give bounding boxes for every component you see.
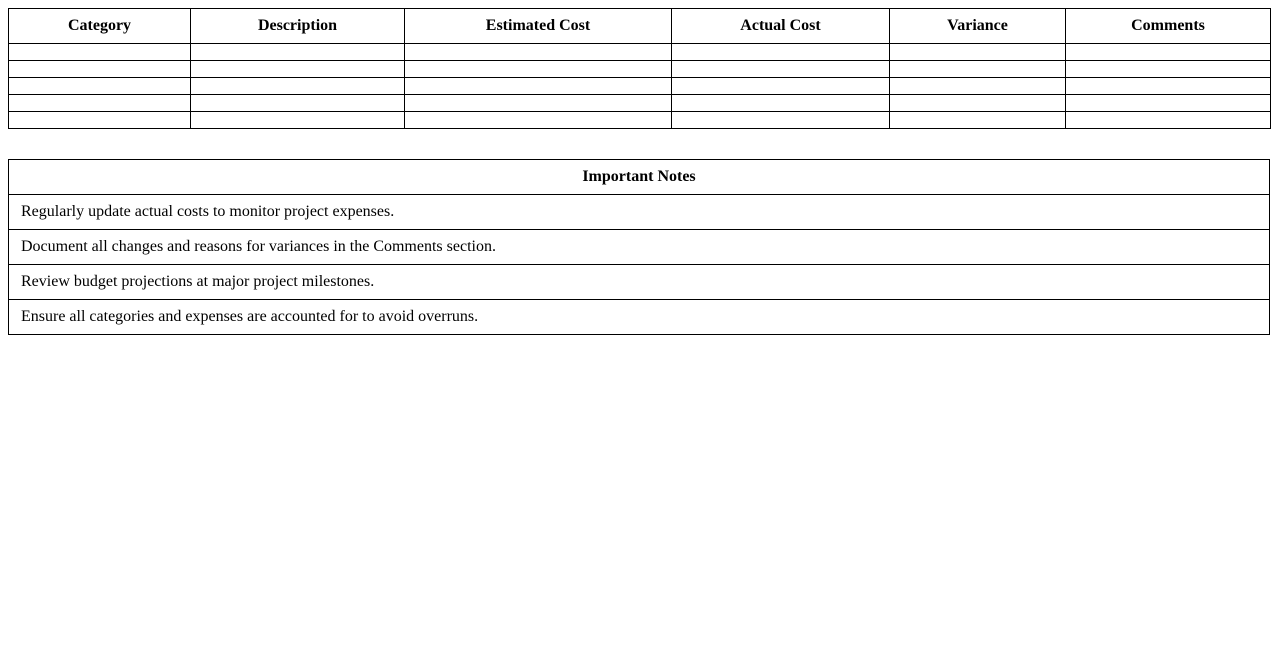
budget-table bbox=[8, 8, 1271, 129]
table-cell-comments[interactable] bbox=[1066, 78, 1271, 95]
notes-header-row bbox=[9, 160, 1270, 195]
table-cell-variance[interactable] bbox=[890, 61, 1066, 78]
table-cell-category[interactable] bbox=[9, 44, 191, 61]
column-header-variance: Variance bbox=[890, 9, 1066, 44]
note-row bbox=[9, 195, 1270, 230]
table-cell-category[interactable] bbox=[9, 78, 191, 95]
table-cell-actual-cost[interactable] bbox=[672, 95, 890, 112]
column-header-comments: Comments bbox=[1066, 9, 1271, 44]
note-row bbox=[9, 300, 1270, 335]
table-cell-variance[interactable] bbox=[890, 44, 1066, 61]
table-cell-variance[interactable] bbox=[890, 112, 1066, 129]
table-cell-estimated-cost[interactable] bbox=[405, 95, 672, 112]
table-cell-description[interactable] bbox=[191, 61, 405, 78]
table-row bbox=[9, 44, 1271, 61]
table-cell-actual-cost[interactable] bbox=[672, 61, 890, 78]
table-cell-actual-cost[interactable] bbox=[672, 78, 890, 95]
table-cell-actual-cost[interactable] bbox=[672, 112, 890, 129]
table-row bbox=[9, 61, 1271, 78]
note-item: Document all changes and reasons for variances in the Comments section. bbox=[9, 230, 1270, 265]
table-cell-comments[interactable] bbox=[1066, 61, 1271, 78]
table-row bbox=[9, 112, 1271, 129]
note-row bbox=[9, 230, 1270, 265]
table-cell-comments[interactable] bbox=[1066, 95, 1271, 112]
column-header-estimated-cost: Estimated Cost bbox=[405, 9, 672, 44]
table-cell-variance[interactable] bbox=[890, 78, 1066, 95]
column-header-description: Description bbox=[191, 9, 405, 44]
table-cell-estimated-cost[interactable] bbox=[405, 44, 672, 61]
note-item: Review budget projections at major project milestones. bbox=[9, 265, 1270, 300]
table-cell-comments[interactable] bbox=[1066, 44, 1271, 61]
table-cell-description[interactable] bbox=[191, 112, 405, 129]
notes-table bbox=[8, 159, 1270, 335]
table-cell-category[interactable] bbox=[9, 95, 191, 112]
table-row bbox=[9, 95, 1271, 112]
table-cell-estimated-cost[interactable] bbox=[405, 61, 672, 78]
note-row bbox=[9, 265, 1270, 300]
budget-header-row bbox=[9, 9, 1271, 44]
table-row bbox=[9, 78, 1271, 95]
column-header-category: Category bbox=[9, 9, 191, 44]
table-cell-actual-cost[interactable] bbox=[672, 44, 890, 61]
table-cell-category[interactable] bbox=[9, 112, 191, 129]
table-cell-estimated-cost[interactable] bbox=[405, 78, 672, 95]
note-item: Regularly update actual costs to monitor project expenses. bbox=[9, 195, 1270, 230]
table-cell-category[interactable] bbox=[9, 61, 191, 78]
notes-title: Important Notes bbox=[9, 160, 1270, 195]
table-cell-description[interactable] bbox=[191, 44, 405, 61]
column-header-actual-cost: Actual Cost bbox=[672, 9, 890, 44]
table-cell-variance[interactable] bbox=[890, 95, 1066, 112]
note-item: Ensure all categories and expenses are accounted for to avoid overruns. bbox=[9, 300, 1270, 335]
table-cell-estimated-cost[interactable] bbox=[405, 112, 672, 129]
table-cell-description[interactable] bbox=[191, 95, 405, 112]
table-cell-comments[interactable] bbox=[1066, 112, 1271, 129]
table-cell-description[interactable] bbox=[191, 78, 405, 95]
